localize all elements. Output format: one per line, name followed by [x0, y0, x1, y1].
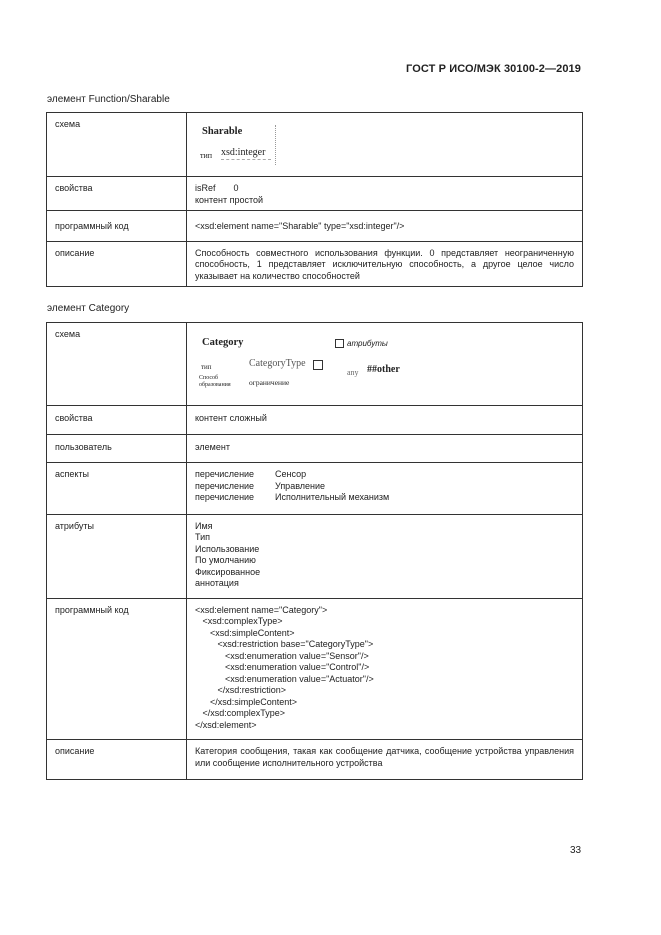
schema-method-label: Способ образования	[199, 375, 231, 388]
facet-item: перечисление Сенсор	[195, 469, 307, 479]
table-row-code	[47, 598, 583, 740]
code-line: <xsd:enumeration value="Control"/>	[195, 662, 370, 672]
table-row-code	[47, 211, 583, 242]
isref-value: 0	[233, 183, 239, 193]
document-header: ГОСТ Р ИСО/МЭК 30100-2—2019	[406, 63, 581, 75]
page-number: 33	[570, 845, 582, 856]
schema-element-name: Sharable	[202, 126, 243, 137]
description-value: Категория сообщения, такая как сообщение датчика, сообщение устройства управления или сообщение исполнительного устройства	[187, 740, 583, 780]
schema-method-value: ограничение	[249, 378, 290, 387]
attribute-item: Имя	[195, 520, 213, 531]
content-type: контент простой	[195, 194, 264, 205]
type-box-icon	[313, 360, 323, 370]
code-line: </xsd:restriction>	[195, 685, 287, 695]
attribute-item: Тип	[195, 532, 211, 542]
code-line: </xsd:element>	[195, 719, 257, 730]
table-row-description	[47, 241, 583, 287]
code-line: <xsd:element name="Category">	[195, 604, 328, 615]
facet-item: перечисление Управление	[195, 480, 326, 491]
code-value	[187, 598, 583, 740]
row-label: описание	[47, 241, 187, 287]
row-label: пользователь	[47, 434, 187, 463]
row-label: атрибуты	[47, 514, 187, 598]
facets-value	[187, 463, 583, 515]
attributes-value	[187, 514, 583, 598]
table-sharable	[46, 112, 583, 287]
schema-element-name: Category	[202, 337, 244, 348]
schema-any-value: ##other	[367, 364, 400, 375]
schema-diagram	[187, 113, 583, 177]
schema-type-value: xsd:integer	[221, 147, 271, 160]
table-category	[46, 322, 583, 780]
code-line: <xsd:enumeration value="Actuator"/>	[195, 673, 374, 684]
properties-value	[187, 177, 583, 211]
attributes-box-icon	[335, 339, 344, 348]
attribute-item: По умолчанию	[195, 555, 256, 565]
row-label: программный код	[47, 598, 187, 740]
row-label: описание	[47, 740, 187, 780]
facet-item: перечисление Исполнительный механизм	[195, 492, 390, 502]
attribute-item: Использование	[195, 543, 260, 554]
schema-attributes-label: атрибуты	[347, 339, 388, 348]
code-line: <xsd:enumeration value="Sensor"/>	[195, 650, 369, 661]
row-label: схема	[47, 113, 187, 177]
schema-any-label: any	[347, 368, 359, 377]
table-row-properties	[47, 406, 583, 435]
table-row-attributes	[47, 514, 583, 598]
code-line: <xsd:restriction base="CategoryType">	[195, 639, 374, 649]
properties-value: контент сложный	[187, 406, 583, 435]
attribute-item: аннотация	[195, 578, 239, 588]
table-row-properties	[47, 177, 583, 211]
table-row-description	[47, 740, 583, 780]
row-label: свойства	[47, 177, 187, 211]
table-row-facets	[47, 463, 583, 515]
schema-diagram	[187, 323, 583, 406]
row-label: схема	[47, 323, 187, 406]
user-value: элемент	[187, 434, 583, 463]
description-value: Способность совместного использования функции. 0 представляет неограниченную способность, 1 представляет исключительную способность, а другое целое число указывает на количество способностей	[187, 241, 583, 287]
section-title-category: элемент Category	[47, 303, 130, 314]
schema-type-label: тип	[200, 151, 213, 160]
table-row-user	[47, 434, 583, 463]
table-row-schema	[47, 113, 583, 177]
row-label: аспекты	[47, 463, 187, 515]
schema-type-label: тип	[201, 363, 212, 371]
code-line: <xsd:complexType>	[195, 616, 283, 626]
attribute-item: Фиксированное	[195, 566, 261, 577]
section-title-sharable: элемент Function/Sharable	[47, 94, 170, 105]
code-line: </xsd:complexType>	[195, 708, 286, 718]
schema-type-value: CategoryType	[249, 358, 306, 369]
code-line: </xsd:simpleContent>	[195, 696, 298, 707]
table-row-schema	[47, 323, 583, 406]
code-line: <xsd:simpleContent>	[195, 627, 295, 638]
code-value: <xsd:element name="Sharable" type="xsd:integer"/>	[187, 211, 583, 242]
row-label: программный код	[47, 211, 187, 242]
schema-divider	[275, 125, 276, 165]
row-label: свойства	[47, 406, 187, 435]
isref-key: isRef	[195, 183, 216, 193]
